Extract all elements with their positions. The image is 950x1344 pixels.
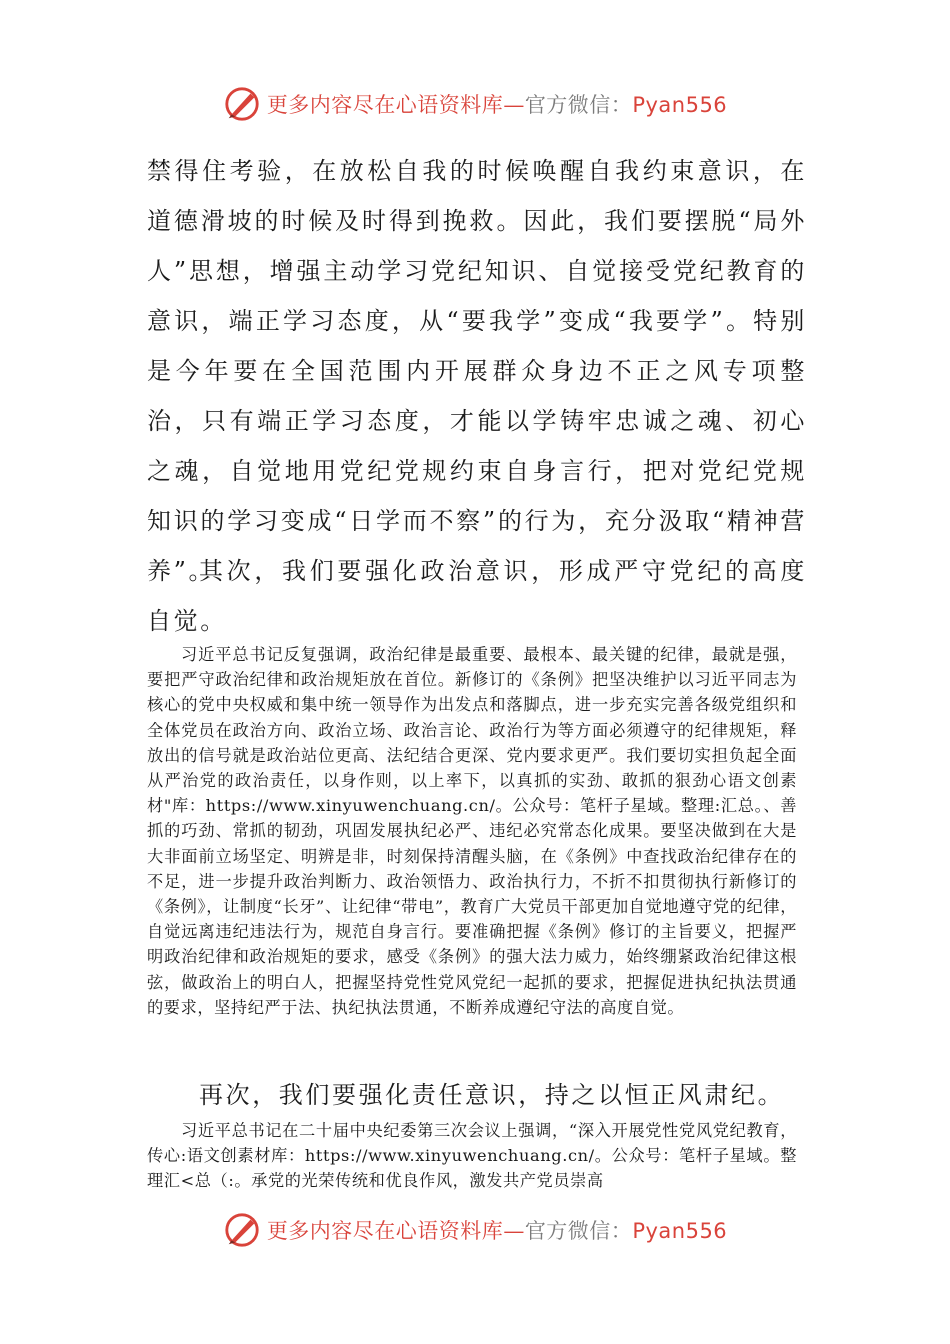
paragraph-3: 习近平总书记反复强调，政治纪律是最重要、最根本、最关键的纪律，最就是强，要把严守政治纪律和政治规矩放在首位。新修订的《条例》把坚决维护以习近平同志为核心的党中央权威和集中统一领导作为出发点和落脚点，进一步充实完善各级党组织和全体党员在政治方向、政治立场、政治言论、政治行为等方面必须遵守的纪律规矩，释放出的信号就是政治站位更高、法纪结合更深、党内要求更严。我们要切实担负起全面从严治党的政治责任，以身作则，以上率下，以真抓的实劲、敢抓的狠劲心语文创素材"库：https://www.xinyuwenchuang.cn/。公众号：笔杆子星域。整理:汇总。、善抓的巧劲、常抓的韧劲，巩固发展执纪必严、违纪必究常态化成果。要坚决做到在大是大非面前立场坚定、明辨是非，时刻保持清醒头脑，在《条例》中查找政治纪律存在的不足，进一步提升政治判断力、政治领悟力、政治执行力，不折不扣贯彻执行新修订的《条例》，让制度“长牙”、让纪律“带电”，教育广大党员干部更加自觉地遵守党的纪律，自觉远离违纪违法行为，规范自身言行。要准确把握《条例》修订的主旨要义，把握严明政治纪律和政治规矩的要求，感受《条例》的强大法力威力，始终绷紧政治纪律这根弦，做政治上的明白人，把握坚持党性党风党纪一起抓的要求，把握促进执纪执法贯通的要求，坚持纪严于法、执纪执法贯通，不断养成遵纪守法的高度自觉。 bbox=[147, 645, 797, 1017]
paragraph-1: 禁得住考验，在放松自我的时候唤醒自我约束意识，在道德滑坡的时候及时得到挽救。因此，我们要摆脱“局外人”思想，增强主动学习党纪知识、自觉接受党纪教育的意识，端正学习态度，从“要我学”变成“我要学”。特别是今年要在全国范围内开展群众身边不正之风专项整治，只有端正学习态度，才能以学铸牢忠诚之魂、初心之魂，自觉地用党纪党规约束自身言行，把对党纪党规知识的学习变成“日学而不察”的行为，充分汲取“精神营养”。 bbox=[147, 157, 807, 585]
banner-wechat: Pyan556 bbox=[632, 93, 728, 117]
banner-dash: — bbox=[503, 1219, 525, 1243]
pen-logo-icon bbox=[223, 85, 261, 123]
banner-prefix: 更多内容尽在心语资料库 bbox=[266, 1219, 504, 1243]
banner-dash: — bbox=[503, 93, 525, 117]
section-heading-3: 再次，我们要强化责任意识，持之以恒正风肃纪。 bbox=[199, 1081, 785, 1109]
section-heading-2: 其次，我们要强化政治意识，形成严守党纪的高度自觉。 bbox=[147, 557, 807, 635]
banner-wechat: Pyan556 bbox=[632, 1219, 728, 1243]
banner-official: 官方微信： bbox=[524, 1219, 633, 1243]
pen-logo-icon bbox=[223, 1211, 261, 1249]
footer-banner bbox=[0, 1208, 950, 1252]
banner-text bbox=[267, 1215, 727, 1245]
banner-official: 官方微信： bbox=[524, 93, 633, 117]
banner-text bbox=[267, 89, 727, 119]
banner-prefix: 更多内容尽在心语资料库 bbox=[266, 93, 504, 117]
header-banner bbox=[0, 82, 950, 126]
paragraph-4: 习近平总书记在二十届中央纪委第三次会议上强调，“深入开展党性党风党纪教育，传心:语文创素材库：https://www.xinyuwenchuang.cn/。公众号：笔杆子星域。整理汇<总（:。承党的光荣传统和优良作风，激发共产党员崇高 bbox=[147, 1121, 797, 1191]
